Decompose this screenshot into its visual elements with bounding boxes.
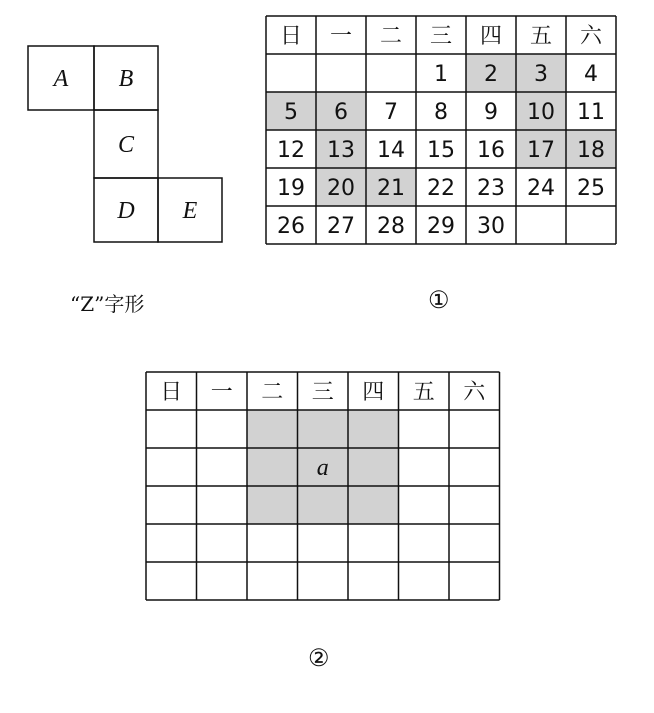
calendar-cell-value: a xyxy=(316,455,329,481)
calendar-cell-value: 20 xyxy=(327,176,355,201)
calendar-cell-value: 27 xyxy=(327,214,355,239)
figure-2-label: ② xyxy=(308,644,330,672)
shaded-cell xyxy=(298,410,349,448)
calendar-cell-value: 29 xyxy=(427,214,455,239)
weekday-header: 五 xyxy=(412,380,435,405)
weekday-header: 二 xyxy=(379,24,403,49)
calendar-cell-value: 21 xyxy=(377,176,405,201)
weekday-header: 一 xyxy=(210,380,233,405)
calendar-cell-value: 19 xyxy=(277,176,305,201)
calendar-cell-value: 4 xyxy=(584,62,598,87)
shaded-cell xyxy=(348,486,399,524)
calendar-cell-value: 25 xyxy=(577,176,605,201)
calendar-cell-value: 7 xyxy=(384,100,398,125)
calendar-cell-value: 8 xyxy=(434,100,448,125)
weekday-header: 六 xyxy=(463,380,486,405)
z-label-d: D xyxy=(117,198,135,224)
weekday-header: 四 xyxy=(362,380,385,405)
calendar-cell-value: 24 xyxy=(527,176,555,201)
weekday-header: 四 xyxy=(479,24,503,49)
weekday-header: 五 xyxy=(529,24,553,49)
calendar-cell-value: 17 xyxy=(527,138,555,163)
weekday-header: 日 xyxy=(160,380,183,405)
z-shape xyxy=(28,46,222,242)
figure-1-label: ① xyxy=(428,286,450,314)
calendar-cell-value: 13 xyxy=(327,138,355,163)
calendar-cell-value: 2 xyxy=(484,62,498,87)
weekday-header: 三 xyxy=(311,380,334,405)
calendar-cell-value: 30 xyxy=(477,214,505,239)
calendar-cell-value: 11 xyxy=(577,100,605,125)
calendar-cell-value: 9 xyxy=(484,100,498,125)
z-label-a: A xyxy=(53,66,69,92)
weekday-header: 一 xyxy=(329,24,353,49)
shaded-cell xyxy=(247,448,298,486)
calendar-cell-value: 12 xyxy=(277,138,305,163)
shaded-cell xyxy=(298,486,349,524)
shaded-cell xyxy=(348,410,399,448)
calendar-cell-value: 15 xyxy=(427,138,455,163)
calendar-cell-value: 22 xyxy=(427,176,455,201)
shaded-cell xyxy=(247,410,298,448)
calendar-cell-value: 16 xyxy=(477,138,505,163)
z-label-b: B xyxy=(118,66,134,92)
z-shape-caption: “Z”字形 xyxy=(70,292,145,316)
calendar-cell-value: 14 xyxy=(377,138,405,163)
z-label-c: C xyxy=(117,132,135,158)
weekday-header: 六 xyxy=(579,24,603,49)
calendar-cell-value: 26 xyxy=(277,214,305,239)
calendar-cell-value: 1 xyxy=(434,62,448,87)
calendar-cell-value: 10 xyxy=(527,100,555,125)
shaded-cell xyxy=(247,486,298,524)
calendar-cell-value: 28 xyxy=(377,214,405,239)
calendar-1 xyxy=(266,16,616,244)
weekday-header: 二 xyxy=(261,380,284,405)
calendar-cell-value: 3 xyxy=(534,62,548,87)
shaded-cell xyxy=(348,448,399,486)
calendar-cell-value: 18 xyxy=(577,138,605,163)
calendar-2 xyxy=(146,372,500,600)
z-label-e: E xyxy=(182,198,198,224)
weekday-header: 日 xyxy=(279,24,303,49)
calendar-cell-value: 6 xyxy=(334,100,348,125)
calendar-cell-value: 23 xyxy=(477,176,505,201)
weekday-header: 三 xyxy=(429,24,453,49)
calendar-cell-value: 5 xyxy=(284,100,298,125)
